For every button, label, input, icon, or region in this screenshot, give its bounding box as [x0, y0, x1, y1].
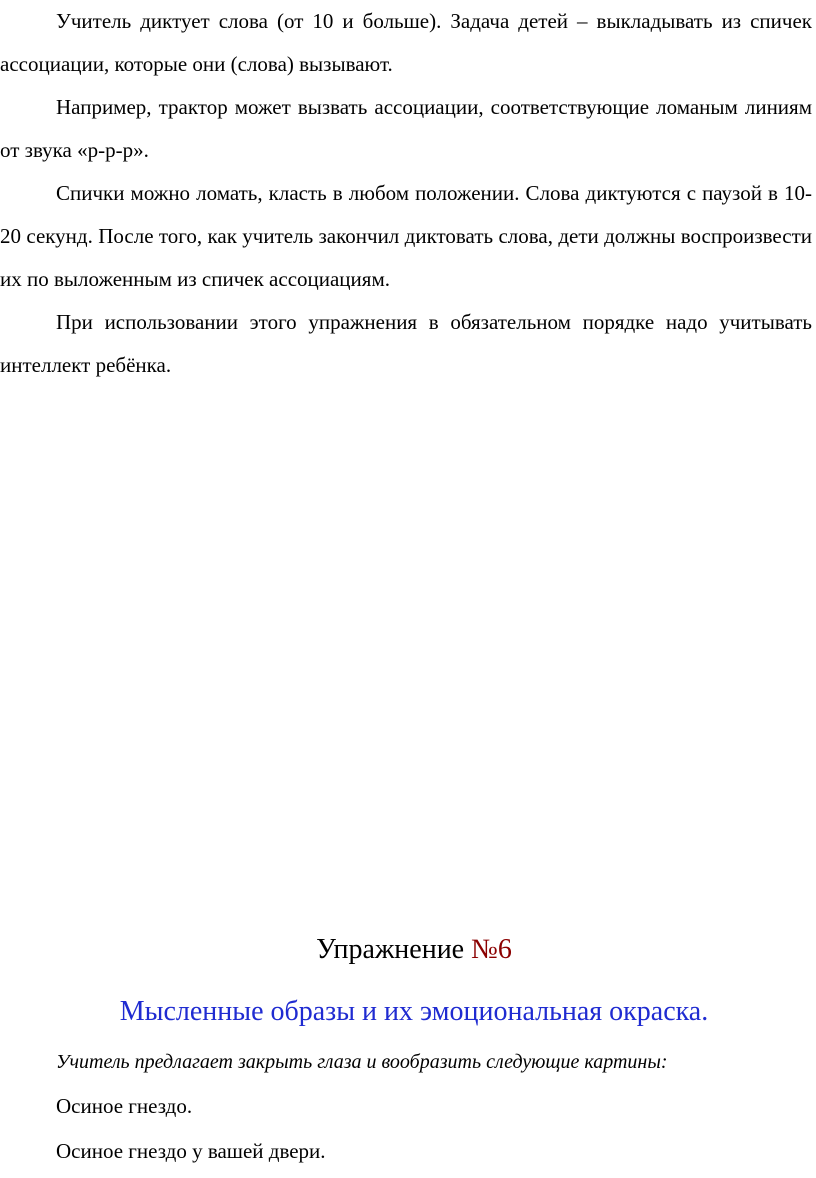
paragraph-3: Спички можно ломать, класть в любом положении. Слова диктуются с паузой в 10-20 секунд. После того, как учитель закончил диктовать слова, дети должны воспроизвести их по выложенным из спичек ассоциациям. [0, 181, 812, 291]
exercise-heading [0, 930, 816, 970]
paragraph-1: Учитель диктует слова (от 10 и больше). Задача детей – выкладывать из спичек ассоциации, которые они (слова) вызывают. [0, 9, 812, 76]
body-text [0, 0, 812, 387]
paragraph-2: Например, трактор может вызвать ассоциации, соответствующие ломаным линиям от звука «р-р-р». [0, 95, 812, 162]
exercise-title: Мысленные образы и их эмоциональная окраска. [119, 996, 709, 1027]
exercise-heading-label: Упражнение [316, 934, 472, 965]
exercise-number: №6 [471, 934, 512, 965]
paragraph-4: При использовании этого упражнения в обязательном порядке надо учитывать интеллект ребёнка. [0, 310, 812, 377]
list-item: Осиное гнездо у вашей двери. [56, 1139, 326, 1163]
instruction-text: Учитель предлагает закрыть глаза и вообразить следующие картины: [56, 1051, 668, 1073]
list-item: Осиное гнездо. [56, 1094, 193, 1118]
